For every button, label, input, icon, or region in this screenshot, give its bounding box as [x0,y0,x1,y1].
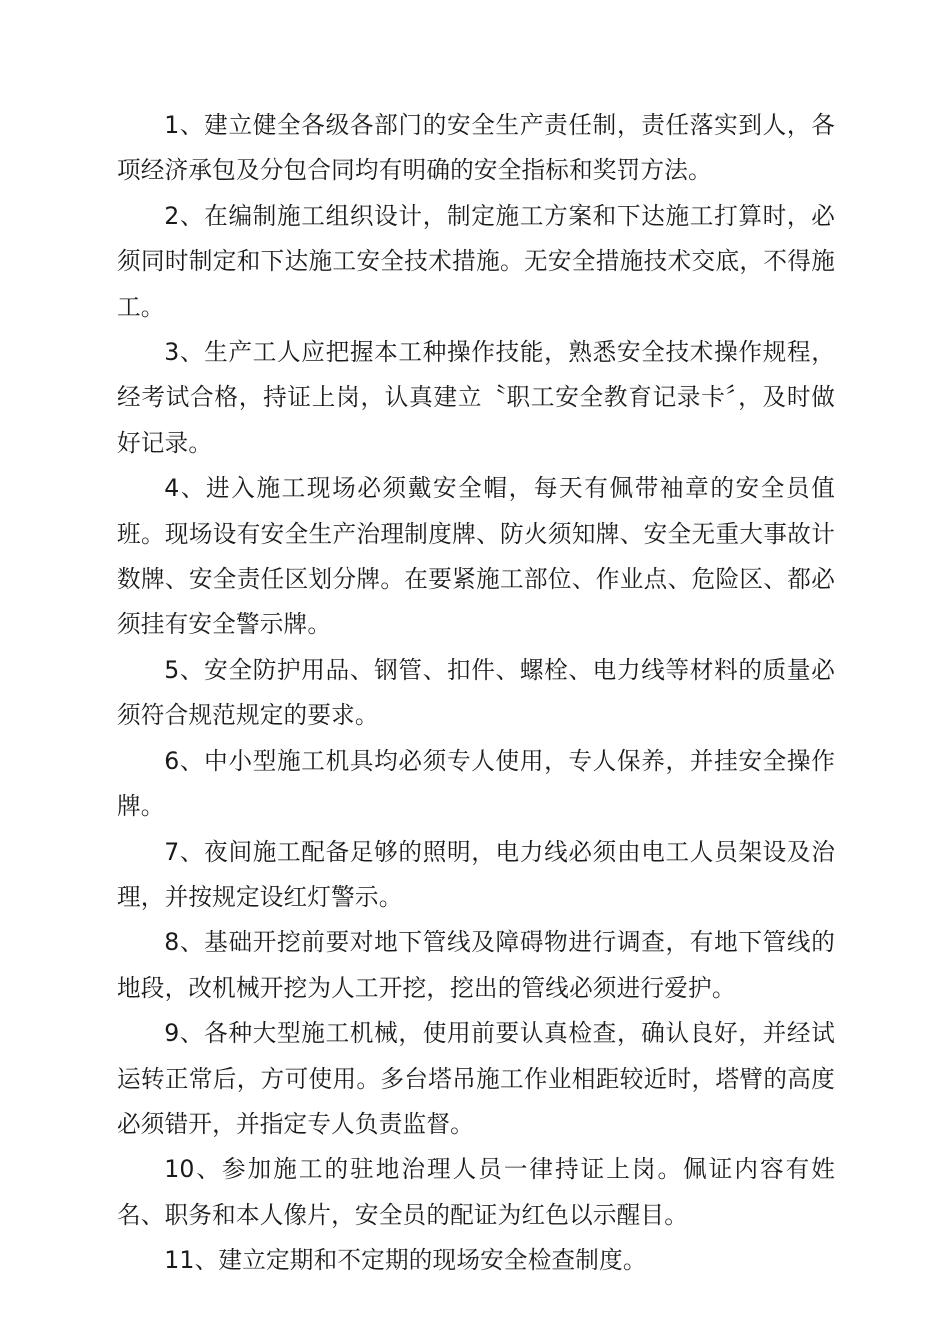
paragraph-11: 11、建立定期和不定期的现场安全检查制度。 [164,1246,647,1275]
paragraph-10: 10、参加施工的驻地治理人员一律持证上岗。佩证内容有姓名、职务和本人像片，安全员的配证为红色以示醒目。 [117,1155,835,1229]
paragraph-5: 5、安全防护用品、钢管、扣件、螺栓、电力线等材料的质量必须符合规范规定的要求。 [117,655,835,730]
paragraph-2: 2、在编制施工组织设计，制定施工方案和下达施工打算时，必须同时制定和下达施工安全技术措施。无安全措施技术交底，不得施工。 [117,201,835,321]
paragraph-8: 8、基础开挖前要对地下管线及障碍物进行调查，有地下管线的地段，改机械开挖为人工开挖，挖出的管线必须进行爱护。 [117,928,835,1002]
paragraph-6: 6、中小型施工机具均必须专人使用，专人保养，并挂安全操作牌。 [117,746,835,821]
paragraph-3: 3、生产工人应把握本工种操作技能，熟悉安全技术操作规程，经考试合格，持证上岗，认真建立〝职工安全教育记录卡〞，及时做好记录。 [117,338,835,457]
paragraph-9: 9、各种大型施工机械，使用前要认真检查，确认良好，并经试运转正常后，方可使用。多台塔吊施工作业相距较近时，塔臂的高度必须错开，并指定专人负责监督。 [117,1019,835,1138]
paragraph-7: 7、夜间施工配备足够的照明，电力线必须由电工人员架设及治理，并按规定设红灯警示。 [117,837,835,911]
paragraph-4: 4、进入施工现场必须戴安全帽，每天有佩带袖章的安全员值班。现场设有安全生产治理制度牌、防火须知牌、安全无重大事故计数牌、安全责任区划分牌。在要紧施工部位、作业点、危险区、都必须挂有安全警示牌。 [117,474,835,639]
paragraph-1: 1、建立健全各级各部门的安全生产责任制，责任落实到人，各项经济承包及分包合同均有明确的安全指标和奖罚方法。 [117,111,835,185]
document-body [117,103,835,1284]
